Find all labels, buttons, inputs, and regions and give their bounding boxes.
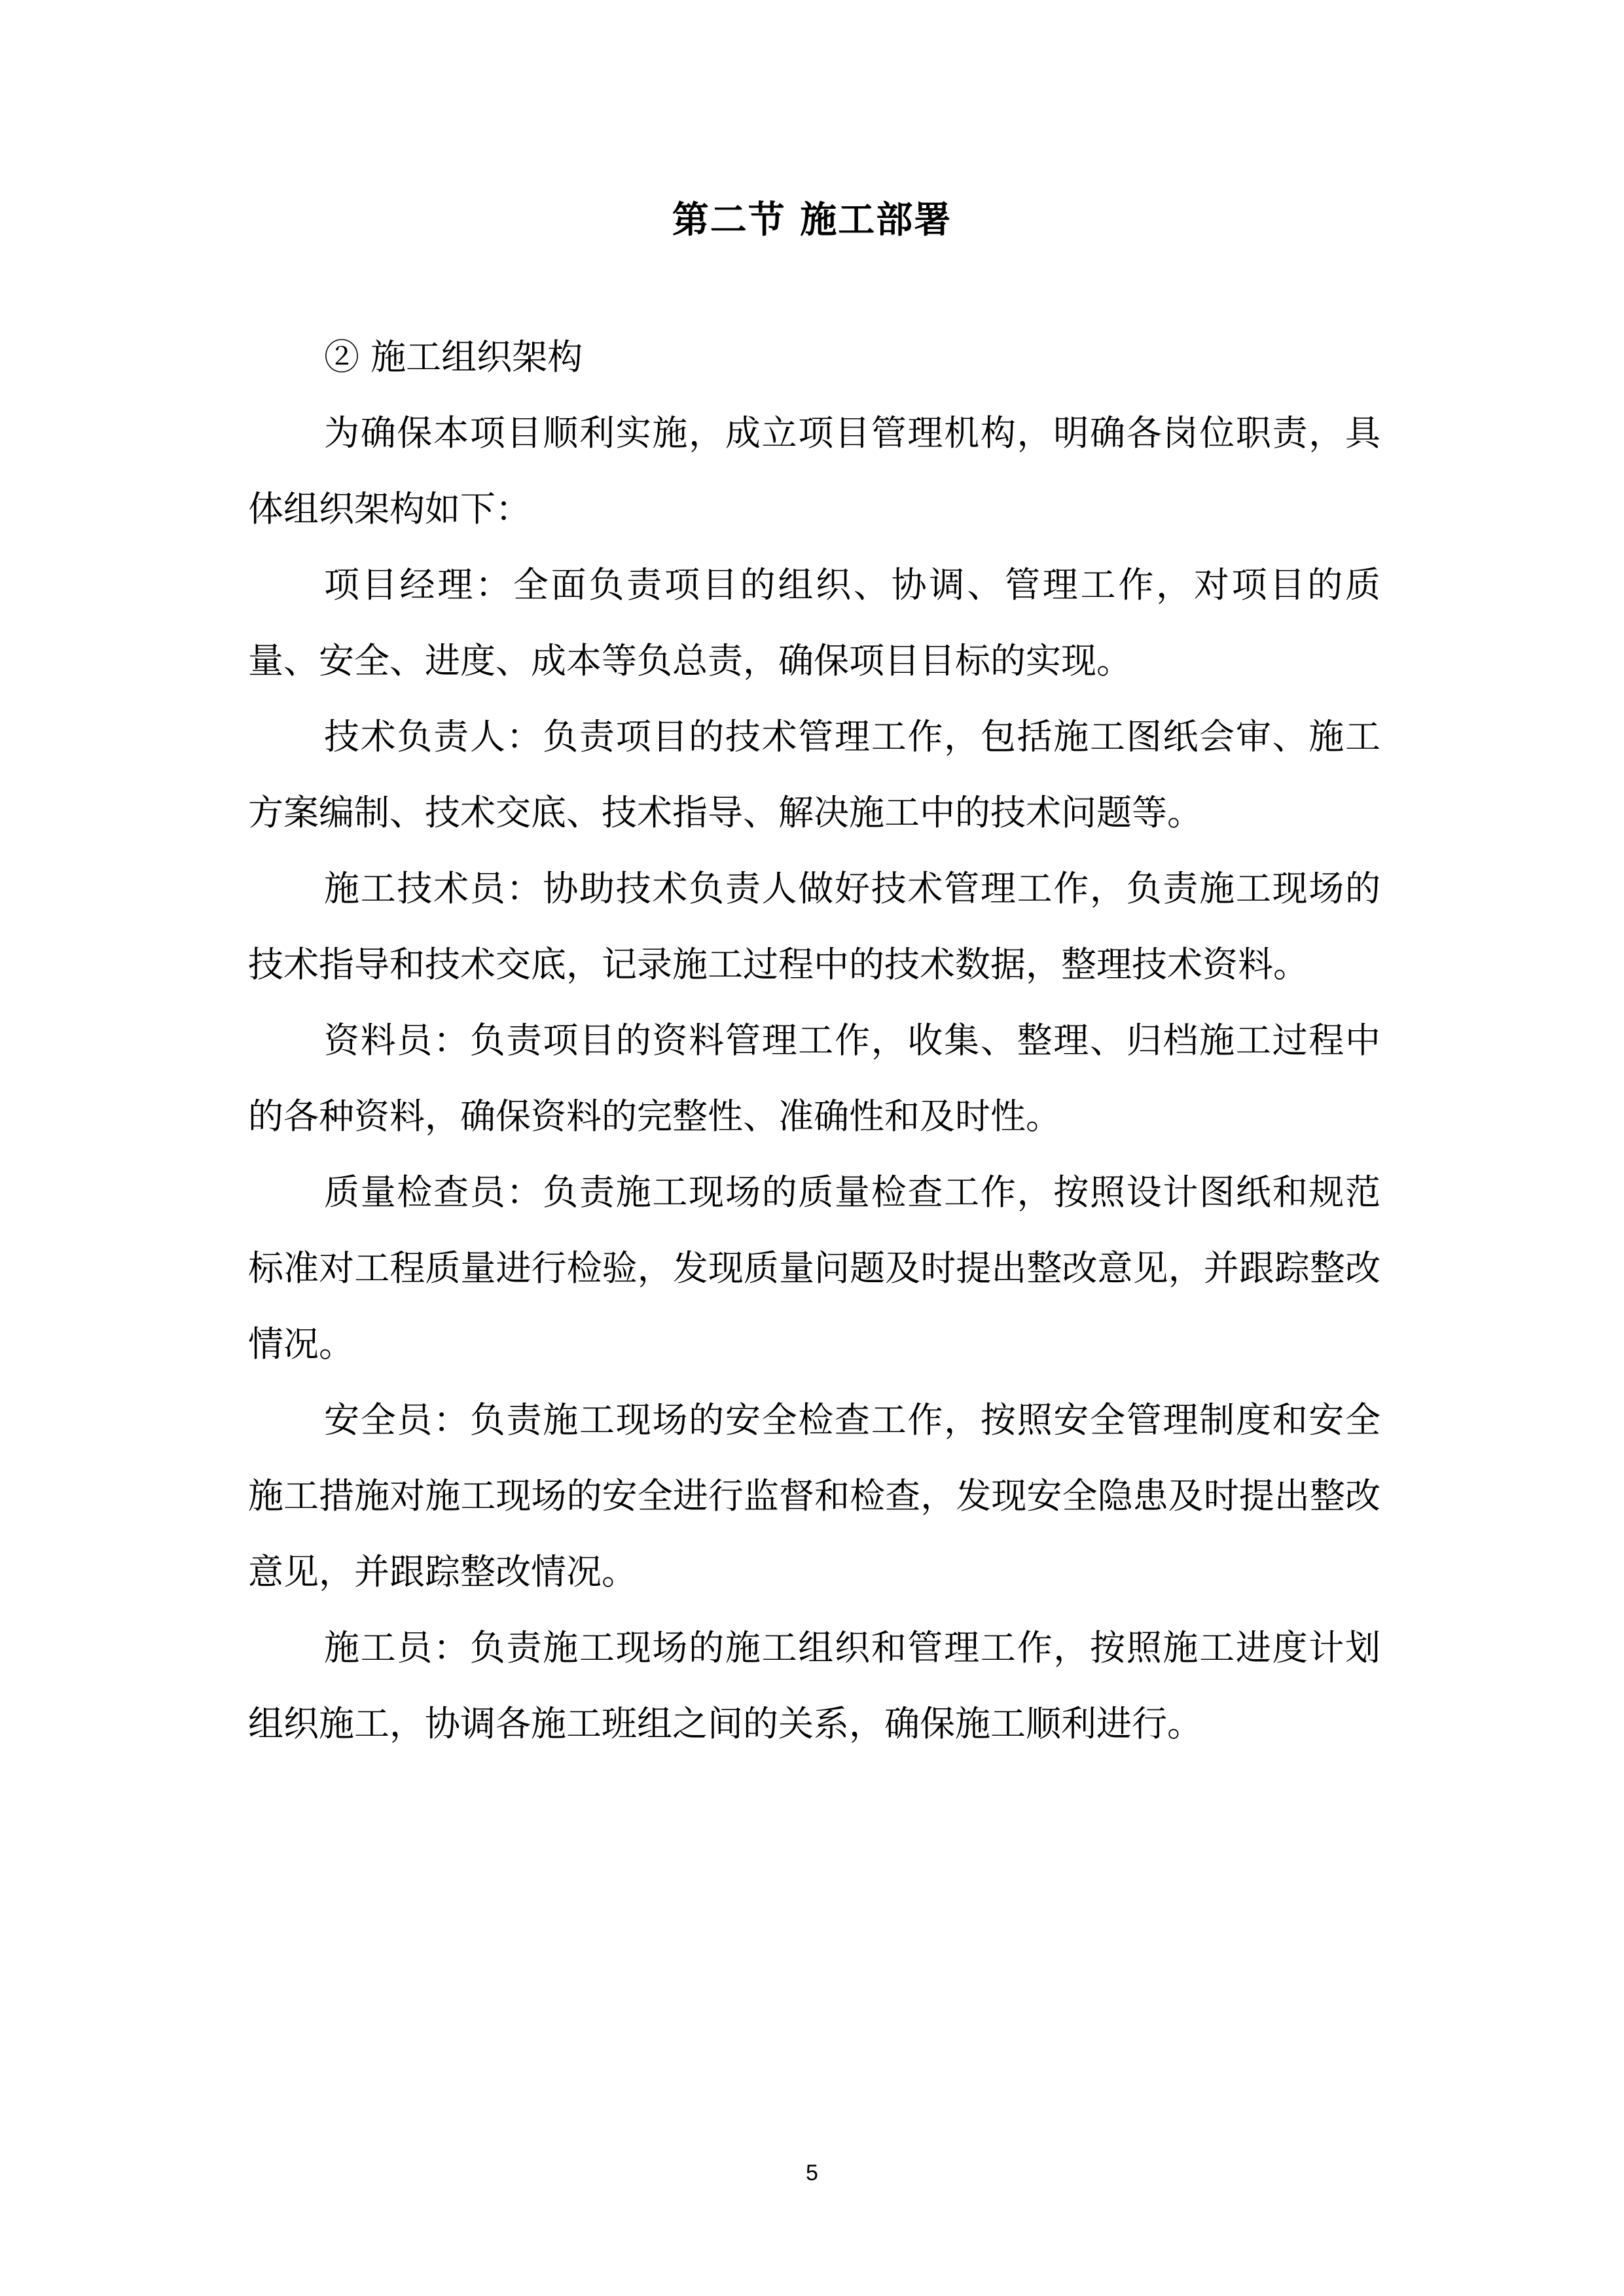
document-body [248, 319, 1380, 1762]
role-project-manager: 项目经理：全面负责项目的组织、协调、管理工作，对项目的质量、安全、进度、成本等负总责，确保项目目标的实现。 [248, 564, 1380, 681]
role-quality-inspector: 质量检查员：负责施工现场的质量检查工作，按照设计图纸和规范标准对工程质量进行检验，发现质量问题及时提出整改意见，并跟踪整改情况。 [248, 1172, 1380, 1365]
role-documentation-clerk: 资料员：负责项目的资料管理工作，收集、整理、归档施工过程中的各种资料，确保资料的完整性、准确性和及时性。 [248, 1020, 1380, 1137]
role-technical-lead: 技术负责人：负责项目的技术管理工作，包括施工图纸会审、施工方案编制、技术交底、技术指导、解决施工中的技术问题等。 [248, 716, 1380, 833]
role-site-supervisor: 施工员：负责施工现场的施工组织和管理工作，按照施工进度计划组织施工，协调各施工班组之间的关系，确保施工顺利进行。 [248, 1627, 1380, 1744]
subheading: ② 施工组织架构 [324, 336, 583, 378]
page-number: 5 [806, 2161, 818, 2185]
role-safety-officer: 安全员：负责施工现场的安全检查工作，按照安全管理制度和安全施工措施对施工现场的安全进行监督和检查，发现安全隐患及时提出整改意见，并跟踪整改情况。 [248, 1399, 1380, 1592]
role-construction-technician: 施工技术员：协助技术负责人做好技术管理工作，负责施工现场的技术指导和技术交底，记录施工过程中的技术数据，整理技术资料。 [248, 868, 1380, 985]
section-title: 第二节 施工部署 [672, 198, 952, 242]
intro-paragraph: 为确保本项目顺利实施，成立项目管理机构，明确各岗位职责，具体组织架构如下： [248, 412, 1380, 529]
